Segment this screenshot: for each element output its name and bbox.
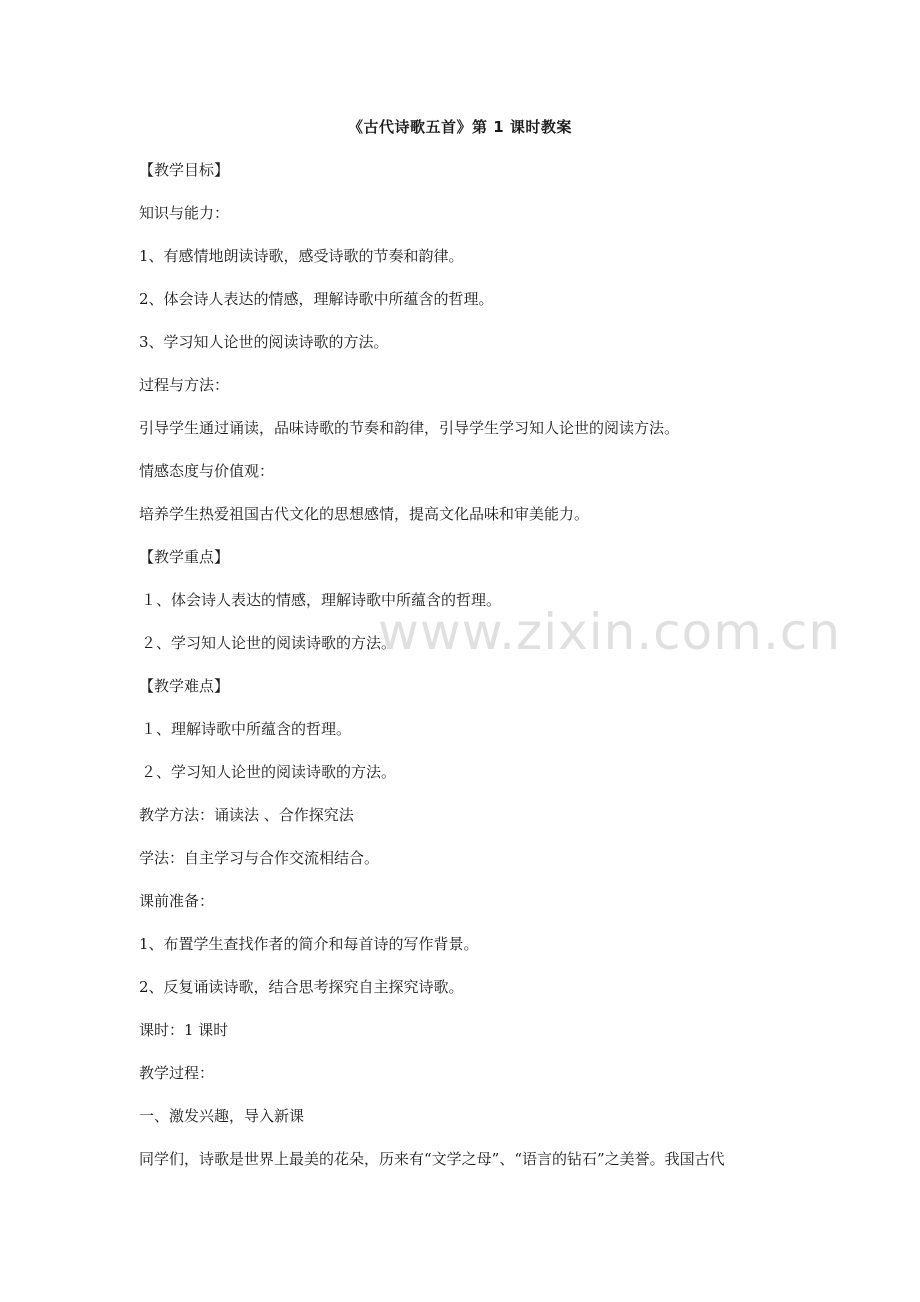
- section-heading-key-points: 【教学重点】: [139, 548, 230, 566]
- preparation-item-2: 2、反复诵读诗歌，结合思考探究自主探究诗歌。: [139, 978, 464, 996]
- key-point-item-1: １、体会诗人表达的情感，理解诗歌中所蕴含的哲理。: [141, 591, 502, 609]
- intro-paragraph: 同学们，诗歌是世界上最美的花朵，历来有“文学之母”、“语言的钻石”之美誉。我国古代: [139, 1150, 725, 1168]
- subheading-process: 过程与方法：: [139, 376, 230, 394]
- subheading-preparation: 课前准备：: [139, 892, 215, 910]
- objective-item-2: 2、体会诗人表达的情感，理解诗歌中所蕴含的哲理。: [139, 290, 494, 308]
- preparation-item-1: 1、布置学生查找作者的简介和每首诗的写作背景。: [139, 935, 479, 953]
- document-title: 《古代诗歌五首》第 1 课时教案: [348, 118, 572, 136]
- step-one-heading: 一、激发兴趣，导入新课: [139, 1107, 305, 1125]
- process-text: 引导学生通过诵读，品味诗歌的节奏和韵律，引导学生学习知人论世的阅读方法。: [139, 419, 680, 437]
- subheading-knowledge: 知识与能力：: [139, 204, 230, 222]
- objective-item-1: 1、有感情地朗读诗歌，感受诗歌的节奏和韵律。: [139, 247, 464, 265]
- subheading-teaching-process: 教学过程：: [139, 1064, 215, 1082]
- learning-methods: 学法：自主学习与合作交流相结合。: [139, 849, 380, 867]
- watermark: www.zixin.com.cn: [378, 603, 842, 661]
- difficulty-item-2: ２、学习知人论世的阅读诗歌的方法。: [141, 763, 397, 781]
- objective-item-3: 3、学习知人论世的阅读诗歌的方法。: [139, 333, 389, 351]
- difficulty-item-1: １、理解诗歌中所蕴含的哲理。: [141, 720, 352, 738]
- key-point-item-2: ２、学习知人论世的阅读诗歌的方法。: [141, 634, 397, 652]
- class-hours: 课时：1 课时: [139, 1021, 229, 1039]
- subheading-attitude: 情感态度与价值观：: [139, 462, 275, 480]
- teaching-methods: 教学方法：诵读法 、合作探究法: [139, 806, 354, 824]
- section-heading-difficulties: 【教学难点】: [139, 677, 230, 695]
- section-heading-objectives: 【教学目标】: [139, 161, 230, 179]
- attitude-text: 培养学生热爱祖国古代文化的思想感情，提高文化品味和审美能力。: [139, 505, 590, 523]
